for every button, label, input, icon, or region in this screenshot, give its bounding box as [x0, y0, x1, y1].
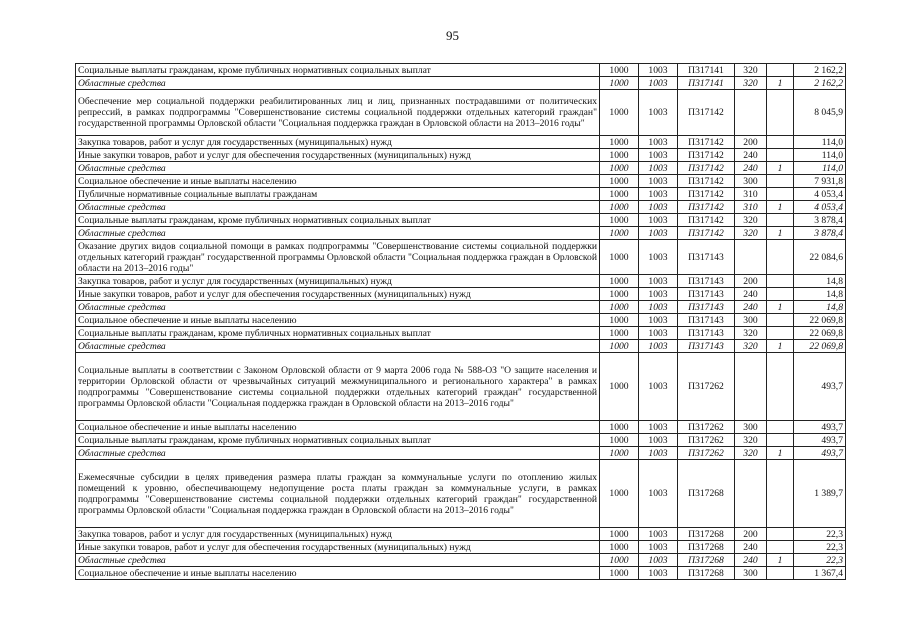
- row-expense-type: 310: [735, 201, 767, 214]
- row-podrazdel: 1003: [639, 188, 678, 201]
- row-amount: 3 878,4: [794, 214, 846, 227]
- row-razdel: 1000: [600, 149, 639, 162]
- row-target-article: П317142: [678, 175, 735, 188]
- table-row: [76, 275, 846, 288]
- row-podrazdel: 1003: [639, 434, 678, 447]
- row-expense-type: 300: [735, 314, 767, 327]
- row-expense-type: [735, 90, 767, 136]
- row-name: Социальное обеспечение и иные выплаты населению: [76, 175, 600, 188]
- row-podrazdel: 1003: [639, 327, 678, 340]
- row-expense-type: 320: [735, 340, 767, 353]
- row-amount: 493,7: [794, 353, 846, 421]
- table-row: [76, 541, 846, 554]
- row-target-article: П317262: [678, 353, 735, 421]
- row-name: Ежемесячные субсидии в целях приведения размера платы граждан за коммунальные услуги по отоплению жилых помещений к уровню, обеспечивающему недопущение роста платы граждан за коммунальные услуги, в рамках подпрограммы "Совершенствование системы социальной поддержки отдельных категорий граждан" государственной программы Орловской области "Социальная поддержка граждан в Орловской области на 2013–2016 годы": [76, 460, 600, 528]
- row-podrazdel: 1003: [639, 175, 678, 188]
- table-row-source: [76, 77, 846, 90]
- row-source: [767, 314, 794, 327]
- row-source: [767, 541, 794, 554]
- row-podrazdel: 1003: [639, 421, 678, 434]
- row-razdel: 1000: [600, 528, 639, 541]
- row-target-article: П317143: [678, 314, 735, 327]
- row-razdel: 1000: [600, 554, 639, 567]
- row-source: [767, 136, 794, 149]
- row-podrazdel: 1003: [639, 288, 678, 301]
- row-name: Иные закупки товаров, работ и услуг для обеспечения государственных (муниципальных) нужд: [76, 541, 600, 554]
- row-source: [767, 288, 794, 301]
- row-podrazdel: 1003: [639, 214, 678, 227]
- table-row: [76, 353, 846, 421]
- table-row-source: [76, 340, 846, 353]
- row-amount: 493,7: [794, 434, 846, 447]
- row-name: Иные закупки товаров, работ и услуг для обеспечения государственных (муниципальных) нужд: [76, 149, 600, 162]
- table-row: [76, 136, 846, 149]
- table-row: [76, 327, 846, 340]
- row-source: [767, 421, 794, 434]
- row-podrazdel: 1003: [639, 90, 678, 136]
- row-podrazdel: 1003: [639, 240, 678, 275]
- row-razdel: 1000: [600, 77, 639, 90]
- row-source: [767, 149, 794, 162]
- row-name: Обеспечение мер социальной поддержки реабилитированных лиц и лиц, признанных пострадавшими от политических репрессий, в рамках подпрограммы "Совершенствование системы социальной поддержки отдельных категорий граждан" государственной программы Орловской области "Социальная поддержка граждан в Орловской области на 2013–2016 годы": [76, 90, 600, 136]
- table-row: [76, 90, 846, 136]
- row-source: [767, 90, 794, 136]
- table-row: [76, 188, 846, 201]
- row-source: [767, 275, 794, 288]
- table-row: [76, 460, 846, 528]
- row-expense-type: 240: [735, 301, 767, 314]
- row-podrazdel: 1003: [639, 353, 678, 421]
- row-expense-type: 240: [735, 554, 767, 567]
- row-target-article: П317141: [678, 64, 735, 77]
- row-amount: 14,8: [794, 275, 846, 288]
- row-amount: 4 053,4: [794, 188, 846, 201]
- row-source: [767, 327, 794, 340]
- row-target-article: П317143: [678, 288, 735, 301]
- row-name: Областные средства: [76, 554, 600, 567]
- row-expense-type: 300: [735, 421, 767, 434]
- table-row: [76, 314, 846, 327]
- row-razdel: 1000: [600, 421, 639, 434]
- row-name: Социальное обеспечение и иные выплаты населению: [76, 567, 600, 580]
- row-name: Социальное обеспечение и иные выплаты населению: [76, 421, 600, 434]
- row-name: Социальное обеспечение и иные выплаты населению: [76, 314, 600, 327]
- row-target-article: П317268: [678, 528, 735, 541]
- row-target-article: П317142: [678, 136, 735, 149]
- row-source: [767, 188, 794, 201]
- row-source: 1: [767, 201, 794, 214]
- row-target-article: П317268: [678, 541, 735, 554]
- row-expense-type: 320: [735, 64, 767, 77]
- row-source: [767, 353, 794, 421]
- table-row-source: [76, 162, 846, 175]
- table-body: [76, 64, 846, 580]
- row-podrazdel: 1003: [639, 460, 678, 528]
- page-number: 95: [446, 28, 459, 43]
- row-expense-type: 200: [735, 136, 767, 149]
- row-amount: 22 069,8: [794, 340, 846, 353]
- row-podrazdel: 1003: [639, 64, 678, 77]
- row-name: Социальные выплаты гражданам, кроме публичных нормативных социальных выплат: [76, 434, 600, 447]
- table-row: [76, 434, 846, 447]
- row-source: 1: [767, 301, 794, 314]
- row-razdel: 1000: [600, 301, 639, 314]
- row-expense-type: 200: [735, 528, 767, 541]
- row-razdel: 1000: [600, 288, 639, 301]
- row-expense-type: 320: [735, 434, 767, 447]
- table-row-source: [76, 201, 846, 214]
- row-name: Областные средства: [76, 227, 600, 240]
- row-razdel: 1000: [600, 240, 639, 275]
- row-name: Областные средства: [76, 162, 600, 175]
- row-podrazdel: 1003: [639, 136, 678, 149]
- row-razdel: 1000: [600, 214, 639, 227]
- row-target-article: П317268: [678, 554, 735, 567]
- row-source: 1: [767, 340, 794, 353]
- row-amount: 114,0: [794, 149, 846, 162]
- row-razdel: 1000: [600, 567, 639, 580]
- row-razdel: 1000: [600, 327, 639, 340]
- row-target-article: П317143: [678, 327, 735, 340]
- row-name: Закупка товаров, работ и услуг для государственных (муниципальных) нужд: [76, 275, 600, 288]
- row-source: [767, 214, 794, 227]
- row-name: Областные средства: [76, 340, 600, 353]
- row-source: [767, 567, 794, 580]
- row-name: Социальные выплаты в соответствии с Законом Орловской области от 9 марта 2006 года № 588-ОЗ "О защите населения и территории Орловской области от чрезвычайных ситуаций межмуниципального и регионального характера" в рамках подпрограммы "Совершенствование системы социальной поддержки отдельных категорий граждан" государственной программы Орловской области "Социальная поддержка граждан в Орловской области на 2013–2016 годы": [76, 353, 600, 421]
- row-expense-type: [735, 353, 767, 421]
- table-row: [76, 64, 846, 77]
- row-amount: 2 162,2: [794, 64, 846, 77]
- row-razdel: 1000: [600, 460, 639, 528]
- row-razdel: 1000: [600, 314, 639, 327]
- row-source: [767, 64, 794, 77]
- row-razdel: 1000: [600, 541, 639, 554]
- row-podrazdel: 1003: [639, 528, 678, 541]
- row-amount: 22 069,8: [794, 314, 846, 327]
- row-name: Публичные нормативные социальные выплаты гражданам: [76, 188, 600, 201]
- row-target-article: П317142: [678, 188, 735, 201]
- row-amount: 7 931,8: [794, 175, 846, 188]
- table-row: [76, 528, 846, 541]
- row-podrazdel: 1003: [639, 275, 678, 288]
- row-expense-type: 200: [735, 275, 767, 288]
- row-podrazdel: 1003: [639, 201, 678, 214]
- row-amount: 493,7: [794, 421, 846, 434]
- row-podrazdel: 1003: [639, 162, 678, 175]
- row-name: Областные средства: [76, 201, 600, 214]
- row-amount: 22,3: [794, 528, 846, 541]
- row-source: 1: [767, 554, 794, 567]
- row-amount: 3 878,4: [794, 227, 846, 240]
- row-expense-type: 320: [735, 327, 767, 340]
- row-podrazdel: 1003: [639, 340, 678, 353]
- row-amount: 22,3: [794, 541, 846, 554]
- row-razdel: 1000: [600, 434, 639, 447]
- row-expense-type: 300: [735, 567, 767, 580]
- row-name: Областные средства: [76, 301, 600, 314]
- row-podrazdel: 1003: [639, 554, 678, 567]
- row-name: Социальные выплаты гражданам, кроме публичных нормативных социальных выплат: [76, 214, 600, 227]
- row-source: 1: [767, 227, 794, 240]
- table-row-source: [76, 447, 846, 460]
- table-row-source: [76, 301, 846, 314]
- row-podrazdel: 1003: [639, 77, 678, 90]
- row-amount: 4 053,4: [794, 201, 846, 214]
- row-source: [767, 240, 794, 275]
- row-razdel: 1000: [600, 162, 639, 175]
- row-amount: 114,0: [794, 136, 846, 149]
- table-row: [76, 567, 846, 580]
- row-target-article: П317142: [678, 90, 735, 136]
- row-name: Закупка товаров, работ и услуг для государственных (муниципальных) нужд: [76, 528, 600, 541]
- row-razdel: 1000: [600, 447, 639, 460]
- row-expense-type: 240: [735, 162, 767, 175]
- row-amount: 1 367,4: [794, 567, 846, 580]
- row-expense-type: 240: [735, 149, 767, 162]
- row-podrazdel: 1003: [639, 314, 678, 327]
- row-razdel: 1000: [600, 64, 639, 77]
- row-target-article: П317143: [678, 340, 735, 353]
- row-target-article: П317142: [678, 149, 735, 162]
- row-razdel: 1000: [600, 227, 639, 240]
- row-podrazdel: 1003: [639, 149, 678, 162]
- row-expense-type: 240: [735, 288, 767, 301]
- row-razdel: 1000: [600, 275, 639, 288]
- row-amount: 1 389,7: [794, 460, 846, 528]
- table-row-source: [76, 227, 846, 240]
- table-row: [76, 149, 846, 162]
- row-name: Оказание других видов социальной помощи в рамках подпрограммы "Совершенствование системы социальной поддержки отдельных категорий граждан" государственной программы Орловской области "Социальная поддержка граждан в Орловской области на 2013–2016 годы": [76, 240, 600, 275]
- row-amount: 22 069,8: [794, 327, 846, 340]
- row-expense-type: 320: [735, 447, 767, 460]
- row-amount: 14,8: [794, 301, 846, 314]
- table-row: [76, 175, 846, 188]
- row-expense-type: 240: [735, 541, 767, 554]
- row-razdel: 1000: [600, 175, 639, 188]
- row-podrazdel: 1003: [639, 541, 678, 554]
- row-name: Социальные выплаты гражданам, кроме публичных нормативных социальных выплат: [76, 64, 600, 77]
- row-target-article: П317142: [678, 227, 735, 240]
- row-expense-type: [735, 460, 767, 528]
- row-razdel: 1000: [600, 353, 639, 421]
- row-expense-type: 320: [735, 227, 767, 240]
- row-expense-type: [735, 240, 767, 275]
- row-target-article: П317142: [678, 201, 735, 214]
- row-name: Иные закупки товаров, работ и услуг для обеспечения государственных (муниципальных) нужд: [76, 288, 600, 301]
- row-expense-type: 320: [735, 77, 767, 90]
- row-amount: 2 162,2: [794, 77, 846, 90]
- row-target-article: П317143: [678, 240, 735, 275]
- row-name: Социальные выплаты гражданам, кроме публичных нормативных социальных выплат: [76, 327, 600, 340]
- row-source: [767, 528, 794, 541]
- row-podrazdel: 1003: [639, 447, 678, 460]
- table-row: [76, 214, 846, 227]
- row-source: [767, 434, 794, 447]
- row-amount: 22 084,6: [794, 240, 846, 275]
- row-source: 1: [767, 447, 794, 460]
- row-amount: 8 045,9: [794, 90, 846, 136]
- row-expense-type: 300: [735, 175, 767, 188]
- row-name: Закупка товаров, работ и услуг для государственных (муниципальных) нужд: [76, 136, 600, 149]
- row-expense-type: 310: [735, 188, 767, 201]
- table-row: [76, 288, 846, 301]
- row-name: Областные средства: [76, 447, 600, 460]
- row-target-article: П317143: [678, 301, 735, 314]
- row-source: [767, 460, 794, 528]
- row-razdel: 1000: [600, 136, 639, 149]
- row-amount: 114,0: [794, 162, 846, 175]
- row-target-article: П317262: [678, 434, 735, 447]
- row-target-article: П317268: [678, 460, 735, 528]
- row-podrazdel: 1003: [639, 567, 678, 580]
- row-target-article: П317268: [678, 567, 735, 580]
- row-expense-type: 320: [735, 214, 767, 227]
- row-source: [767, 175, 794, 188]
- row-target-article: П317143: [678, 275, 735, 288]
- row-podrazdel: 1003: [639, 301, 678, 314]
- table-row-source: [76, 554, 846, 567]
- row-amount: 14,8: [794, 288, 846, 301]
- row-target-article: П317142: [678, 162, 735, 175]
- budget-table: [75, 63, 846, 580]
- row-podrazdel: 1003: [639, 227, 678, 240]
- row-razdel: 1000: [600, 188, 639, 201]
- row-source: 1: [767, 162, 794, 175]
- row-target-article: П317141: [678, 77, 735, 90]
- row-amount: 22,3: [794, 554, 846, 567]
- row-name: Областные средства: [76, 77, 600, 90]
- table-row: [76, 240, 846, 275]
- row-source: 1: [767, 77, 794, 90]
- row-razdel: 1000: [600, 340, 639, 353]
- row-amount: 493,7: [794, 447, 846, 460]
- row-target-article: П317262: [678, 447, 735, 460]
- row-razdel: 1000: [600, 201, 639, 214]
- row-target-article: П317142: [678, 214, 735, 227]
- row-target-article: П317262: [678, 421, 735, 434]
- table-row: [76, 421, 846, 434]
- row-razdel: 1000: [600, 90, 639, 136]
